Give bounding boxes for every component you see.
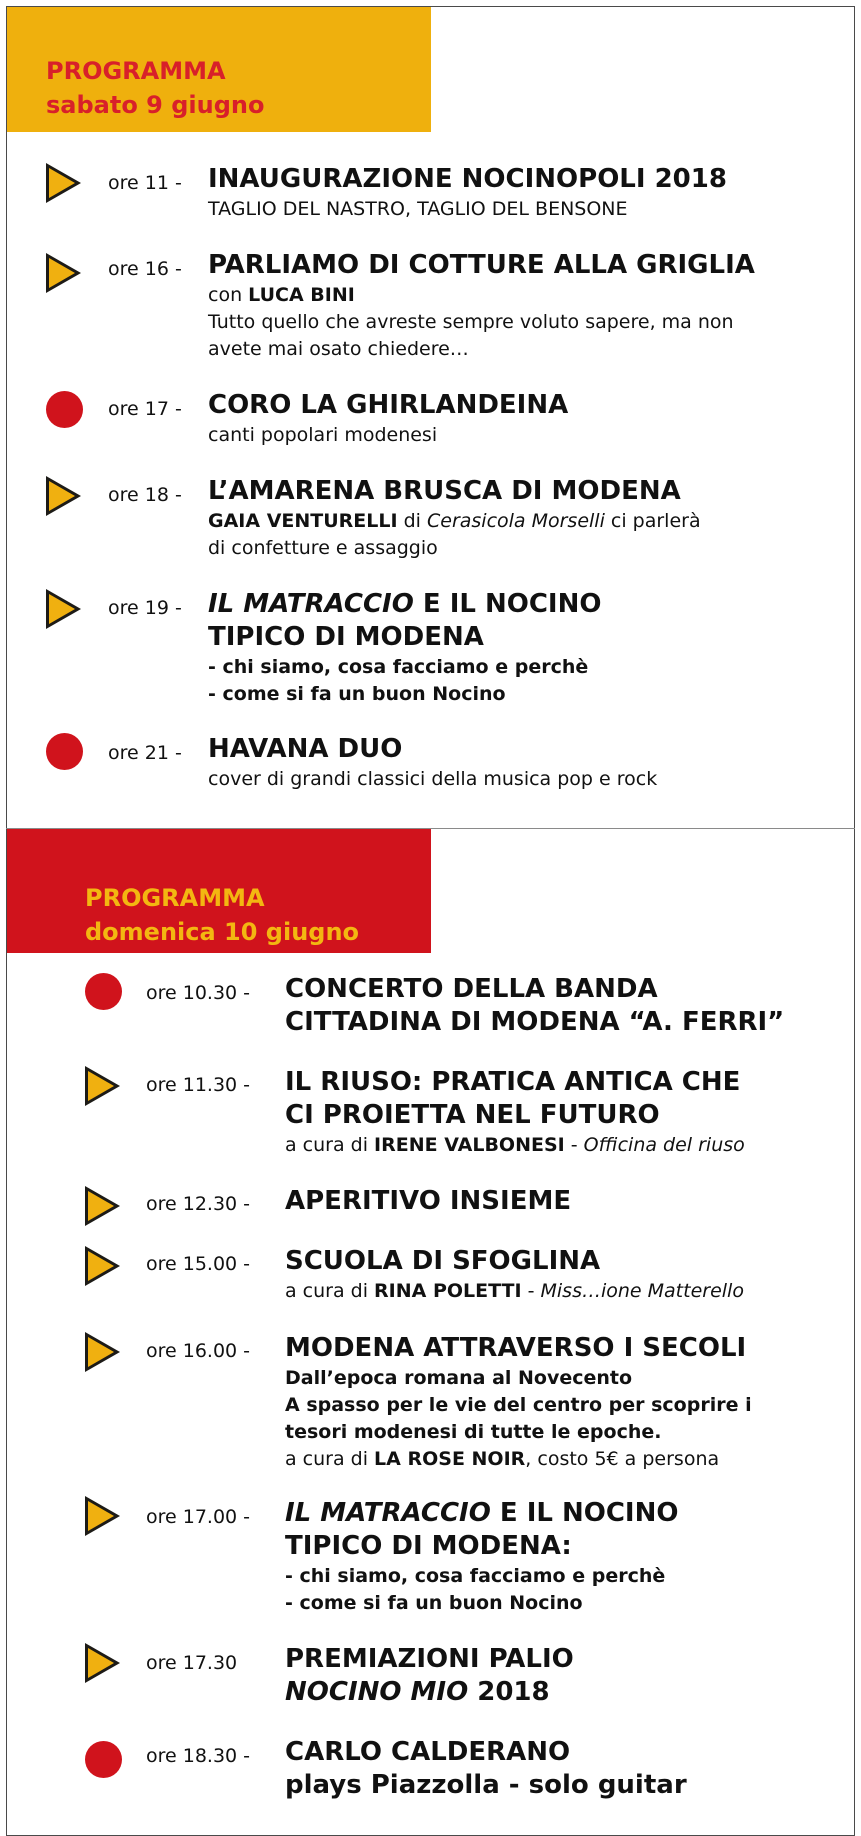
- event-time: ore 11 -: [108, 172, 182, 194]
- event-bullet: - chi siamo, cosa facciamo e perchè: [285, 1565, 666, 1587]
- event-time: ore 21 -: [108, 742, 182, 764]
- event-guest: IRENE VALBONESI: [374, 1134, 565, 1156]
- event-company: Cerasicola Morselli: [426, 510, 605, 532]
- event-description: di confetture e assaggio: [208, 537, 438, 559]
- banner-title: PROGRAMMA: [46, 57, 226, 85]
- event-description: Dall’epoca romana al Novecento: [285, 1367, 633, 1389]
- event-time: ore 12.30 -: [146, 1193, 251, 1215]
- saturday-banner: [7, 7, 431, 132]
- circle-icon: [46, 391, 83, 428]
- event-description: tesori modenesi di tutte le epoche.: [285, 1421, 662, 1443]
- event-text: a cura di: [285, 1448, 375, 1470]
- event-time: ore 19 -: [108, 597, 182, 619]
- event-time: ore 11.30 -: [146, 1074, 251, 1096]
- event-title: CONCERTO DELLA BANDA: [285, 974, 658, 1004]
- event-time: ore 17.00 -: [146, 1506, 251, 1528]
- triangle-icon: [85, 1246, 120, 1286]
- banner-date: domenica 10 giugno: [85, 918, 360, 946]
- event-subtitle: TAGLIO DEL NASTRO, TAGLIO DEL BENSONE: [208, 198, 628, 220]
- banner-date: sabato 9 giugno: [46, 91, 265, 119]
- event-time: ore 18.30 -: [146, 1745, 251, 1767]
- triangle-icon: [46, 589, 81, 629]
- triangle-icon: [46, 476, 81, 516]
- circle-icon: [46, 733, 83, 770]
- triangle-icon: [46, 163, 81, 203]
- triangle-icon: [85, 1643, 120, 1683]
- event-title: CITTADINA DI MODENA “A. FERRI”: [285, 1007, 785, 1037]
- event-title-italic: IL MATRACCIO: [208, 589, 414, 619]
- event-prefix: con: [208, 284, 243, 306]
- event-time: ore 17.30: [146, 1652, 238, 1674]
- event-description: avete mai osato chiedere…: [208, 338, 469, 360]
- event-title: TIPICO DI MODENA: [208, 622, 484, 652]
- event-title: CORO LA GHIRLANDEINA: [208, 390, 569, 420]
- event-title: IL RIUSO: PRATICA ANTICA CHE: [285, 1067, 741, 1097]
- event-guest: RINA POLETTI: [374, 1280, 522, 1302]
- event-text: , costo 5€ a persona: [525, 1448, 720, 1470]
- event-organization: Officina del riuso: [583, 1134, 745, 1156]
- event-title: APERITIVO INSIEME: [285, 1186, 572, 1216]
- banner-title: PROGRAMMA: [85, 884, 265, 912]
- event-title: INAUGURAZIONE NOCINOPOLI 2018: [208, 164, 727, 194]
- event-text: a cura di: [285, 1134, 375, 1156]
- circle-icon: [85, 973, 122, 1010]
- event-title: 2018: [468, 1677, 550, 1707]
- event-time: ore 17 -: [108, 398, 182, 420]
- event-guest: GAIA VENTURELLI: [208, 510, 398, 532]
- event-title: MODENA ATTRAVERSO I SECOLI: [285, 1333, 747, 1363]
- event-title: E IL NOCINO: [490, 1498, 679, 1528]
- sunday-banner: [7, 829, 431, 953]
- event-bullet: - come si fa un buon Nocino: [208, 683, 506, 705]
- event-title: CARLO CALDERANO: [285, 1737, 571, 1767]
- event-subtitle: canti popolari modenesi: [208, 424, 438, 446]
- triangle-icon: [85, 1186, 120, 1226]
- event-subtitle: cover di grandi classici della musica pop e rock: [208, 768, 658, 790]
- event-title-italic: IL MATRACCIO: [285, 1498, 491, 1528]
- event-guest: LA ROSE NOIR: [374, 1448, 526, 1470]
- event-text: -: [564, 1134, 584, 1156]
- triangle-icon: [85, 1496, 120, 1536]
- event-title: PREMIAZIONI PALIO: [285, 1644, 574, 1674]
- event-title: L’AMARENA BRUSCA DI MODENA: [208, 476, 681, 506]
- event-time: ore 16 -: [108, 258, 182, 280]
- event-title: CI PROIETTA NEL FUTURO: [285, 1100, 660, 1130]
- event-title: SCUOLA DI SFOGLINA: [285, 1246, 601, 1276]
- event-text: -: [521, 1280, 541, 1302]
- event-description: A spasso per le vie del centro per scoprire i: [285, 1394, 752, 1416]
- event-title: HAVANA DUO: [208, 734, 403, 764]
- circle-icon: [85, 1741, 122, 1778]
- event-title-italic: NOCINO MIO: [285, 1677, 469, 1707]
- event-text: a cura di: [285, 1280, 375, 1302]
- event-time: ore 16.00 -: [146, 1340, 251, 1362]
- event-title: PARLIAMO DI COTTURE ALLA GRIGLIA: [208, 250, 755, 280]
- triangle-icon: [46, 253, 81, 293]
- event-bullet: - chi siamo, cosa facciamo e perchè: [208, 656, 589, 678]
- event-guest: LUCA BINI: [248, 284, 355, 306]
- event-text: ci parlerà: [604, 510, 701, 532]
- event-bullet: - come si fa un buon Nocino: [285, 1592, 583, 1614]
- event-description: Tutto quello che avreste sempre voluto sapere, ma non: [208, 311, 734, 333]
- event-title: plays Piazzolla - solo guitar: [285, 1770, 687, 1800]
- event-text: di: [397, 510, 427, 532]
- triangle-icon: [85, 1066, 120, 1106]
- event-time: ore 18 -: [108, 484, 182, 506]
- event-title: E IL NOCINO: [413, 589, 602, 619]
- event-organization: Miss…ione Matterello: [540, 1280, 744, 1302]
- event-time: ore 10.30 -: [146, 982, 251, 1004]
- triangle-icon: [85, 1332, 120, 1372]
- event-time: ore 15.00 -: [146, 1253, 251, 1275]
- event-title: TIPICO DI MODENA:: [285, 1531, 572, 1561]
